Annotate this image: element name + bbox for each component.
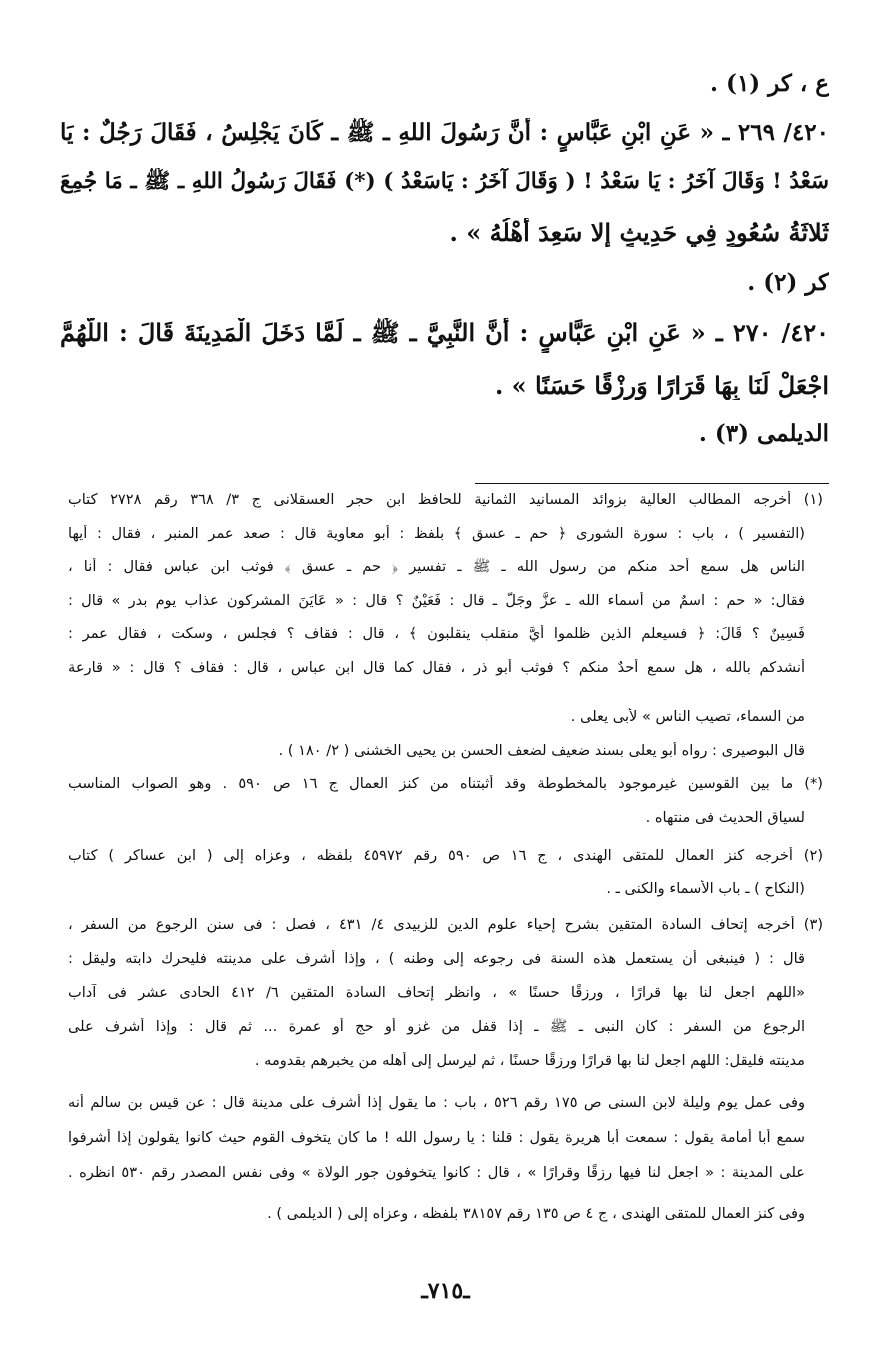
footnote-line: وفى عمل يوم وليلة لابن السنى ص ١٧٥ رقم ٥٢٦ ، باب : ما يقول إذا أشرف على مدينة قال : عن قيس بن سالم أنه	[68, 1094, 805, 1111]
hadith-269-line-2: سَعْدُ ! وَقَالَ آخَرُ : يَا سَعْدُ ! ( وَقَالَ آخَرُ : يَاسَعْدُ ) (*) فَقَالَ رَسُولُ اللهِ ـ ﷺ ـ مَا جُمِعَ	[60, 169, 829, 194]
footnote-line: فقال: « حم : اسمٌ من أسماء الله ـ عزَّ وجَلَّ ـ قال : فَعَيْنٌ ؟ قال : « عَايَنَ المشركون عذاب يوم بدر » قال :	[68, 592, 805, 609]
footnote-line: لسياق الحديث فى منتهاه .	[645, 809, 805, 826]
footnote-line: من السماء، تصيب الناس » لأبى يعلى .	[570, 708, 805, 725]
footnote-line: أنشدكم بالله ، هل سمع أحدٌ منكم ؟ فوثب أبو ذر ، فقال كما قال ابن عباس ، قال : فقاف ؟ قال : « قارعة	[68, 659, 805, 676]
footnote-line: «اللهم اجعل لنا بها قرارًا ، ورزقًا حسنًا » ، وانظر إتحاف السادة المتقين ٦/ ٤١٢ الحادى عشر فى آداب	[68, 984, 805, 1001]
footnote-line: وفى كنز العمال للمتقى الهندى ، ج ٤ ص ١٣٥ رقم ٣٨١٥٧ بلفظه ، وعزاه إلى ( الديلمى ) .	[267, 1205, 805, 1222]
hadith-269-line-3: ثَلاثَةُ سُعُودٍ فِي حَدِيثٍ إِلا سَعِدَ أَهْلُهُ » .	[449, 218, 829, 247]
hadith-270-line-1: ٤٢٠/ ٢٧٠ ـ « عَنِ ابْنِ عَبَّاسٍ : أَنَّ النَّبِيَّ ـ ﷺ ـ لَمَّا دَخَلَ الْمَدِينَةَ قَالَ : اللَّهُمَّ	[60, 318, 829, 347]
footnote-line: قال البوصيرى : رواه أبو يعلى بسند ضعيف لضعف الحسن بن يحيى الخشنى ( ٢/ ١٨٠ ) .	[278, 742, 805, 759]
footnote-line: قال : ( فينبغى أن يستعمل هذه السنة فى رجوعه إلى وطنه ) ، وإذا أشرف على مدينته فليحرك دابته وليقل :	[68, 950, 805, 967]
footnote-line: فَسِينٌ ؟ قَالَ: ﴿ فسيعلم الذين ظلموا أيَّ منقلب ينقلبون ﴾ ، قال : فقاف ؟ فجلس ، وسكت ، فقال عمر :	[68, 625, 805, 642]
footnote-separator	[475, 483, 829, 484]
source-line-2: كر (٢) .	[747, 269, 829, 296]
source-line-3: الديلمى (٣) .	[698, 420, 829, 447]
footnote-line: سمع أبا أمامة يقول : سمعت أبا هريرة يقول : قلنا : يا رسول الله ! ما كان يتخوف القوم حيث كانوا يقولون إذا أشرفوا	[68, 1129, 805, 1146]
footnote-line: (النكاح ) ـ باب الأسماء والكنى ـ .	[606, 880, 805, 897]
footnote-line: مدينته فليقل: اللهم اجعل لنا بها قرارًا ورزقًا حسنًا ، ثم ليرسل إلى أهله من يخبرهم بقدومه .	[254, 1052, 805, 1069]
footnote-line: الرجوع من السفر : كان النبى ـ ﷺ ـ إذا قفل من غزو أو حج أو عمرة ... ثم قال : وإذا أشرف على	[68, 1018, 805, 1035]
footnote-line: على المدينة : « اجعل لنا فيها رزقًا وقرارًا » ، قال : كانوا يتخوفون جور الولاة » وفى نفس المصدر رقم ٥٣٠ انظره .	[68, 1164, 805, 1181]
footnote-line: (*) ما بين القوسين غيرموجود بالمخطوطة وقد أثبتناه من كنز العمال ج ١٦ ص ٥٩٠ . وهو الصواب المناسب	[68, 775, 823, 792]
footnote-line: (٢) أخرجه كنز العمال للمتقى الهندى ، ج ١٦ ص ٥٩٠ رقم ٤٥٩٧٢ بلفظه ، وعزاه إلى ( ابن عساكر ) كتاب	[68, 847, 823, 864]
hadith-269-line-1: ٤٢٠/ ٢٦٩ ـ « عَنِ ابْنِ عَبَّاسٍ : أَنَّ رَسُولَ اللهِ ـ ﷺ ـ كَانَ يَجْلِسُ ، فَقَالَ رَجُلٌ : يَا	[60, 119, 829, 146]
page-number: ـ٧١٥ـ	[421, 1278, 470, 1304]
main-line-1: ع ، كر (١) .	[710, 70, 829, 97]
footnote-line: الناس هل سمع أحد منكم من رسول الله ـ ﷺ ـ تفسير ﴿ حم ـ عسق ﴾ فوثب ابن عباس فقال : أنا ،	[68, 558, 805, 575]
footnote-line: (التفسير ) ، باب : سورة الشورى ﴿ حم ـ عسق ﴾ بلفظ : أبو معاوية قال : صعد عمر المنبر ، فقال : أيها	[68, 525, 805, 542]
footnote-line: (٣) أخرجه إتحاف السادة المتقين بشرح إحياء علوم الدين للزبيدى ٤/ ٤٣١ ، فصل : فى سنن الرجوع من السفر ،	[68, 916, 823, 933]
footnote-line: (١) أخرجه المطالب العالية بزوائد المسانيد الثمانية للحافظ ابن حجر العسقلانى ج ٣/ ٣٦٨ رقم ٢٧٢٨ كتاب	[68, 491, 823, 508]
hadith-270-line-2: اجْعَلْ لَنَا بِهَا قَرَارًا وَرِزْقًا حَسَنًا » .	[494, 371, 829, 400]
